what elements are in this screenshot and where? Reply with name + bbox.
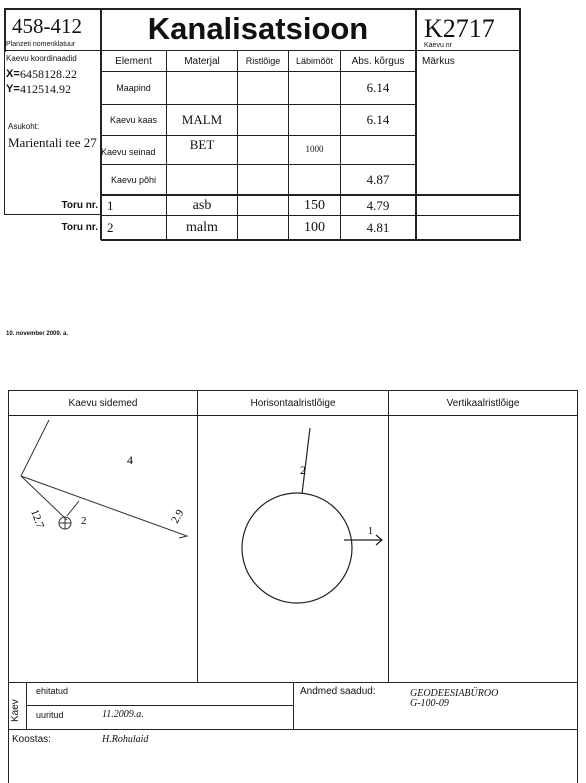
row-materjal: MALM xyxy=(181,112,223,127)
col-markus: Märkus xyxy=(422,56,455,67)
address-label: Asukoht: xyxy=(8,122,40,131)
sketch1-label-a: 4 xyxy=(127,453,133,467)
side-label: Kaev xyxy=(10,699,21,722)
y-label: Y= xyxy=(6,83,20,95)
row-korgus: 4.87 xyxy=(366,171,390,187)
sheet-label: Planzeti nomenklatuur xyxy=(6,41,76,48)
col-materjal: Materjal xyxy=(184,55,220,67)
pipe-materjal: asb xyxy=(192,197,212,213)
col-ristloige: Ristlõige xyxy=(245,56,281,66)
col-korgus: Abs. kõrgus xyxy=(351,55,405,67)
sketch1-label-b: 12.7 xyxy=(28,507,47,531)
pipe-labimoot: 150 xyxy=(304,197,325,213)
date-note: 10. november 2009. a. xyxy=(6,331,69,337)
address-value: Marientali tee 27 xyxy=(8,135,97,150)
sketch-col-horizontal: Horisontaalristlõige xyxy=(250,397,336,409)
pipe-no: 2 xyxy=(107,219,114,235)
x-label: X= xyxy=(6,68,20,80)
col-element: Element xyxy=(115,55,152,67)
sketch-col-vertical: Vertikaalristlõige xyxy=(446,397,520,409)
row-labimoot: 1000 xyxy=(305,144,324,154)
sketch-col-links: Kaevu sidemed xyxy=(68,397,138,409)
uuritud-label: uuritud xyxy=(36,710,64,720)
uuritud-value: 11.2009.a. xyxy=(102,709,144,720)
row-materjal: BET xyxy=(189,137,215,152)
row-element: Kaevu põhi xyxy=(110,174,157,185)
links-sketch xyxy=(9,416,197,682)
pipe-no: 1 xyxy=(107,197,114,213)
sketch1-label-c: 2 xyxy=(81,515,87,527)
row-element: Kaevu seinad xyxy=(101,147,156,157)
sketch-line xyxy=(21,420,67,520)
sheet-number: 458-412 xyxy=(12,14,82,38)
pipe-label: Toru nr. xyxy=(61,222,98,233)
pipe-labimoot: 100 xyxy=(304,219,325,235)
horizontal-sketch xyxy=(198,416,388,682)
sketch1-label-d: 2.9 xyxy=(169,507,187,526)
andmed-value-2: G-100-09 xyxy=(410,698,449,709)
x-value: 6458128.22 xyxy=(20,67,77,81)
ehitatud-label: ehitatud xyxy=(36,686,69,696)
pipe-korgus: 4.79 xyxy=(366,197,390,213)
coord-label: Kaevu koordinaadid xyxy=(6,54,77,63)
y-value: 412514.92 xyxy=(20,82,71,96)
pipe-materjal: malm xyxy=(186,219,218,235)
pipe-label: Toru nr. xyxy=(61,200,98,211)
page-title: Kanalisatsioon xyxy=(147,11,369,46)
sketch2-label-a: 2 xyxy=(300,463,306,477)
andmed-label: Andmed saadud: xyxy=(300,686,376,697)
row-korgus: 6.14 xyxy=(366,80,390,95)
well-number: K2717 xyxy=(424,14,495,43)
koostas-label: Koostas: xyxy=(12,734,51,745)
well-label: Kaevu nr xyxy=(424,42,453,49)
col-labimoot: Läbimõõt xyxy=(295,56,334,66)
row-korgus: 6.14 xyxy=(366,112,390,127)
row-element: Kaevu kaas xyxy=(109,115,158,125)
pipe-korgus: 4.81 xyxy=(366,219,390,235)
andmed-value-1: GEODEESIABÜROO xyxy=(410,688,499,699)
sketch2-label-b: 1 xyxy=(368,526,373,537)
koostas-value: H.Rohulaid xyxy=(102,734,149,745)
row-element: Maapind xyxy=(116,83,151,93)
